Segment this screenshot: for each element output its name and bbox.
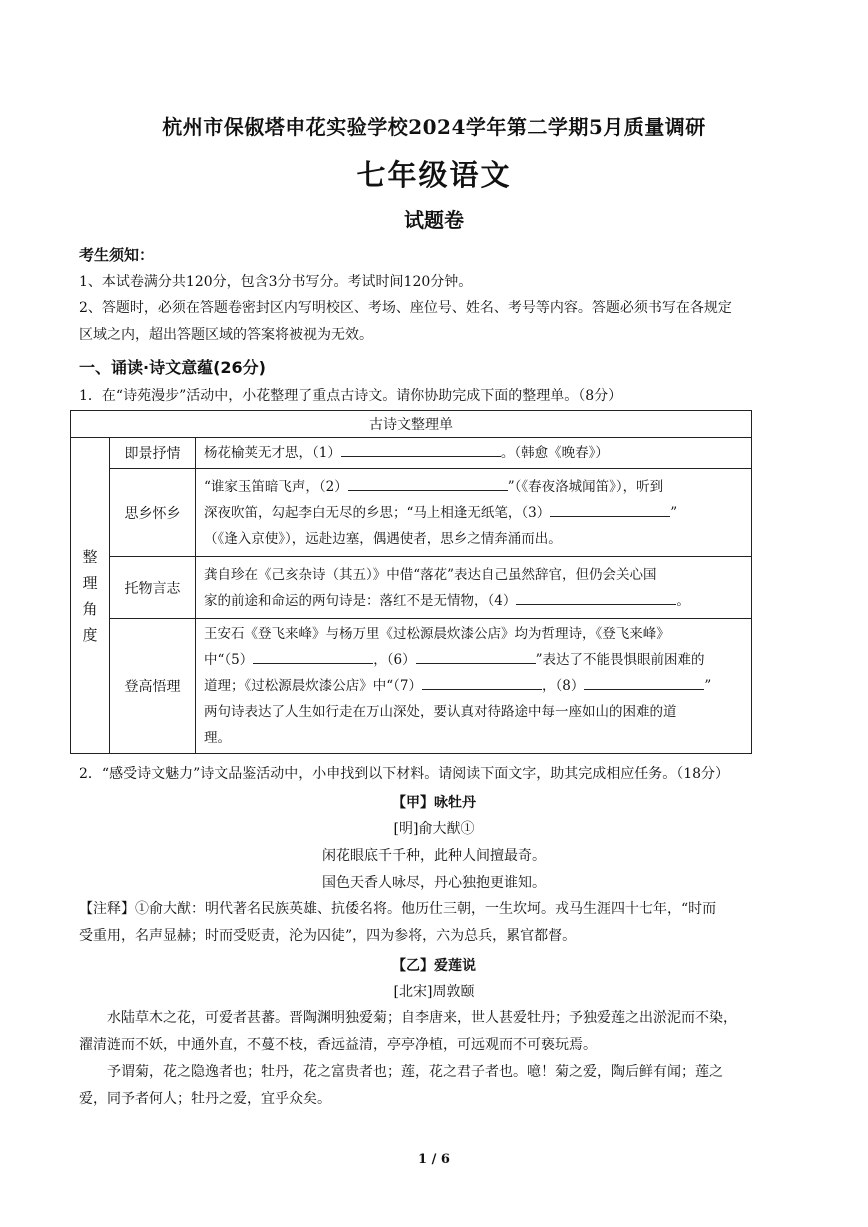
content-text: 理。 xyxy=(204,730,231,746)
content-text: ”（《春夜洛城闻笛》），听到 xyxy=(507,478,664,495)
category-cell: 即景抒情 xyxy=(110,438,196,469)
answer-blank[interactable] xyxy=(348,475,508,491)
content-line xyxy=(204,500,743,526)
poem-jia-line: 闲花眼底千千种，此种人间擅最奇。 xyxy=(322,848,546,864)
content-text: 龚自珍在《己亥杂诗（其五）》中借“落花”表达自己虽然辞官，但仍会关心国 xyxy=(204,566,657,583)
content-line xyxy=(204,474,743,500)
essay-yi-author: [北宋]周敦颐 xyxy=(393,984,475,1000)
annotation-line: 【注释】①俞大猷：明代著名民族英雄、抗倭名将。他历仕三朝，一生坎坷。戎马生涯四十七年，“时而 xyxy=(79,901,717,917)
poem-jia-title: 【甲】咏牡丹 xyxy=(392,795,476,811)
content-text: （《逢入京使》），远赴边塞，偶遇使者，思乡之情奔涌而出。 xyxy=(204,530,562,547)
content-text: ” xyxy=(670,504,678,521)
content-line xyxy=(204,526,743,552)
content-text: 两句诗表达了人生如行走在万山深处，要认真对待路途中每一座如山的困难的道 xyxy=(204,704,677,720)
table-title: 古诗文整理单 xyxy=(71,411,752,438)
side-label xyxy=(71,438,110,754)
paper-type: 试题卷 xyxy=(404,208,464,232)
answer-blank[interactable] xyxy=(253,648,373,664)
content-text: 杨花榆荚无才思，（1） xyxy=(204,445,341,461)
content-line xyxy=(204,725,743,751)
poem-table xyxy=(70,410,752,754)
answer-blank[interactable] xyxy=(584,674,704,690)
question-1-stem: 1．在“诗苑漫步”活动中，小花整理了重点古诗文。请你协助完成下面的整理单。（8分） xyxy=(79,388,623,404)
essay-line: 水陆草木之花，可爱者甚蕃。晋陶渊明独爱菊；自李唐来，世人甚爱牡丹；予独爱莲之出淤泥而不染， xyxy=(107,1010,737,1026)
content-text: “谁家玉笛暗飞声，（2） xyxy=(204,478,348,495)
content-text: ” xyxy=(704,678,712,694)
answer-blank[interactable] xyxy=(516,589,676,605)
content-text: ，（8） xyxy=(542,678,585,694)
page-number: 1 / 6 xyxy=(418,1152,450,1167)
notice-item-1: 1、本试卷满分共120分，包含3分书写分。考试时间120分钟。 xyxy=(79,274,473,290)
content-line xyxy=(204,673,743,699)
notice-item-2-line-1: 2、答题时，必须在答题卷密封区内写明校区、考场、座位号、姓名、考号等内容。答题必须书写在各规定 xyxy=(79,300,732,316)
poem-jia-author: [明]俞大猷① xyxy=(393,821,475,837)
question-2-stem: 2．“感受诗文魅力”诗文品鉴活动中，小申找到以下材料。请阅读下面文字，助其完成相应任务。（18分） xyxy=(79,766,730,782)
side-label-char: 角 xyxy=(82,599,98,618)
essay-line: 爱，同予者何人；牡丹之爱，宜乎众矣。 xyxy=(79,1091,331,1107)
answer-blank[interactable] xyxy=(550,501,670,517)
content-text: 。 xyxy=(676,592,690,609)
content-text: 道理；《过松源晨炊漆公店》中“（7） xyxy=(204,678,422,694)
side-label-char: 理 xyxy=(82,573,98,592)
essay-line: 予谓菊，花之隐逸者也；牡丹，花之富贵者也；莲，花之君子者也。噫！菊之爱，陶后鲜有闻；莲之 xyxy=(107,1064,723,1080)
category-cell: 托物言志 xyxy=(110,557,196,619)
content-cell xyxy=(196,438,752,469)
category-cell: 思乡怀乡 xyxy=(110,469,196,557)
content-cell xyxy=(196,619,752,754)
content-line xyxy=(204,440,743,466)
content-line xyxy=(204,562,743,588)
category-cell: 登高悟理 xyxy=(110,619,196,754)
section-heading: 一、诵读·诗文意蕴(26分) xyxy=(79,358,266,377)
content-text: 。（韩愈《晚春》） xyxy=(500,445,609,461)
content-text: 中“（5） xyxy=(204,652,254,668)
essay-yi-title: 【乙】爱莲说 xyxy=(392,958,476,974)
content-text: ”表达了不能畏惧眼前困难的 xyxy=(535,652,705,668)
notice-item-2-line-2: 区域之内，超出答题区域的答案将被视为无效。 xyxy=(79,327,373,343)
side-label-char: 整 xyxy=(82,547,98,566)
answer-blank[interactable] xyxy=(422,674,542,690)
content-text: 家的前途和命运的两句诗是：落红不是无情物，（4） xyxy=(204,592,517,609)
answer-blank[interactable] xyxy=(416,648,536,664)
content-text: 王安石《登飞来峰》与杨万里《过松源晨炊漆公店》均为哲理诗，《登飞来峰》 xyxy=(204,626,670,642)
content-line xyxy=(204,588,743,614)
essay-line: 濯清涟而不妖，中通外直，不蔓不枝，香远益清，亭亭净植，可远观而不可亵玩焉。 xyxy=(79,1037,597,1053)
content-text: ，（6） xyxy=(373,652,416,668)
content-cell xyxy=(196,469,752,557)
content-text: 深夜吹笛，勾起李白无尽的乡思；“马上相逢无纸笔，（3） xyxy=(204,504,551,521)
content-line xyxy=(204,647,743,673)
content-line xyxy=(204,699,743,725)
content-line xyxy=(204,621,743,647)
subject-title: 七年级语文 xyxy=(356,158,512,192)
annotation-line: 受重用，名声显赫；时而受贬责，沦为囚徒”，四为参将，六为总兵，累官都督。 xyxy=(79,928,577,944)
answer-blank[interactable] xyxy=(341,441,501,457)
content-cell xyxy=(196,557,752,619)
school-title: 杭州市保俶塔申花实验学校2024学年第二学期5月质量调研 xyxy=(162,115,706,139)
poem-jia-line: 国色天香人咏尽，丹心独抱更谁知。 xyxy=(322,875,546,891)
notice-heading: 考生须知： xyxy=(79,246,155,264)
side-label-char: 度 xyxy=(82,625,98,644)
